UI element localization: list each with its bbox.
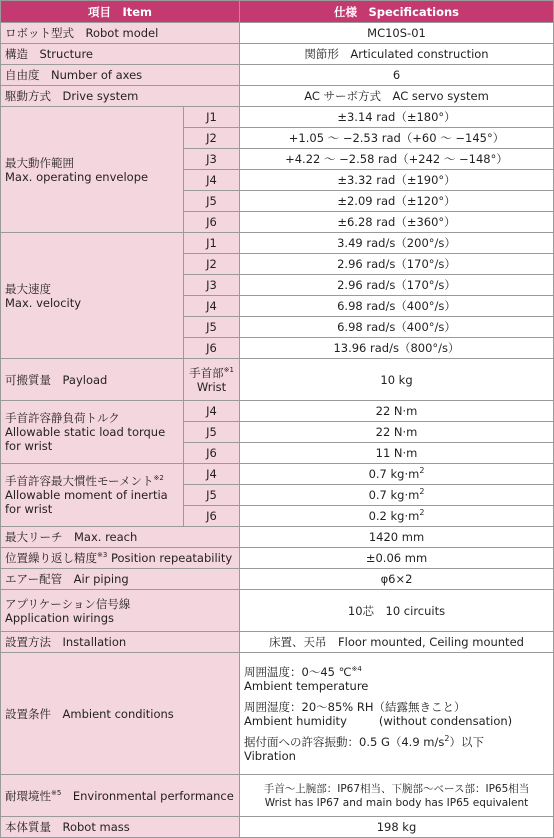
velocity-value: 6.98 rad/s（400°/s） <box>240 296 554 317</box>
installation-label: 設置方法 Installation <box>1 632 240 653</box>
inertia-value: 0.2 kg·m <box>368 509 420 523</box>
wiring-label-en: Application wirings <box>5 610 115 625</box>
velocity-joint: J1 <box>184 233 240 254</box>
structure-label: 構造 Structure <box>1 44 240 65</box>
range-value: +1.05 ～ −2.53 rad（+60 ～ −145°） <box>240 128 554 149</box>
velocity-value: 2.96 rad/s（170°/s） <box>240 254 554 275</box>
velocity-joint: J3 <box>184 275 240 296</box>
velocity-joint: J6 <box>184 338 240 359</box>
range-joint: J2 <box>184 128 240 149</box>
payload-sub <box>184 359 240 401</box>
robot-model-value: MC10S-01 <box>240 23 554 44</box>
repeatability-label-en: Position repeatability <box>107 551 233 565</box>
velocity-value: 2.96 rad/s（170°/s） <box>240 275 554 296</box>
ambient-vibration-jp: 据付面への許容振動：0.5 G（4.9 m/s <box>244 734 445 749</box>
range-joint: J5 <box>184 191 240 212</box>
inertia-unit-sup: 2 <box>419 508 425 518</box>
inertia-label-en2: for wrist <box>5 502 53 516</box>
range-value: ±3.32 rad（±190°） <box>240 170 554 191</box>
repeatability-label-jp: 位置繰り返し精度 <box>5 551 97 565</box>
range-value: +4.22 ～ −2.58 rad（+242 ～ −148°） <box>240 149 554 170</box>
range-joint: J3 <box>184 149 240 170</box>
environment-value-en: Wrist has IP67 and main body has IP65 equivalent <box>264 796 529 809</box>
payload-value: 10 kg <box>240 359 554 401</box>
inertia-value-cell <box>240 506 554 527</box>
velocity-label-jp: 最大速度 <box>5 281 51 296</box>
air-piping-label: エアー配管 Air piping <box>1 569 240 590</box>
torque-label-en2: for wrist <box>5 439 53 453</box>
torque-joint: J4 <box>184 401 240 422</box>
ambient-vibration-en: Vibration <box>244 748 296 763</box>
payload-label: 可搬質量 Payload <box>1 359 184 401</box>
torque-value: 22 N·m <box>240 422 554 443</box>
drive-value: AC サーボ方式 AC servo system <box>240 86 554 107</box>
payload-sub-en: Wrist <box>196 379 227 394</box>
mass-label: 本体質量 Robot mass <box>1 817 240 838</box>
inertia-note: ※2 <box>153 474 164 483</box>
range-label-jp: 最大動作範囲 <box>5 155 74 170</box>
torque-joint: J5 <box>184 422 240 443</box>
axes-value: 6 <box>240 65 554 86</box>
reach-label: 最大リーチ Max. reach <box>1 527 240 548</box>
range-value: ±3.14 rad（±180°） <box>240 107 554 128</box>
torque-value: 11 N·m <box>240 443 554 464</box>
reach-value: 1420 mm <box>240 527 554 548</box>
inertia-label-jp: 手首許容最大慣性モーメント <box>5 474 154 488</box>
range-joint: J6 <box>184 212 240 233</box>
velocity-joint: J5 <box>184 317 240 338</box>
velocity-value: 13.96 rad/s（800°/s） <box>240 338 554 359</box>
axes-label: 自由度 Number of axes <box>1 65 240 86</box>
velocity-label <box>1 233 184 359</box>
ambient-label: 設置条件 Ambient conditions <box>1 653 240 775</box>
inertia-unit-sup: 2 <box>419 487 425 497</box>
ambient-humidity-jp: 周囲湿度：20～85% RH（結露無きこと） <box>244 699 466 714</box>
inertia-value-cell <box>240 485 554 506</box>
wiring-label <box>1 590 240 632</box>
inertia-value: 0.7 kg·m <box>368 488 420 502</box>
torque-label-en1: Allowable static load torque <box>5 425 166 439</box>
installation-value: 床置、天吊 Floor mounted, Ceiling mounted <box>240 632 554 653</box>
inertia-label-en1: Allowable moment of inertia <box>5 488 168 502</box>
repeatability-note: ※3 <box>97 551 108 560</box>
inertia-unit-sup: 2 <box>419 466 425 476</box>
environment-label-jp: 耐環境性 <box>5 788 51 803</box>
range-label-en: Max. operating envelope <box>5 169 149 184</box>
ambient-vibration-sup: 2 <box>444 733 450 743</box>
drive-label: 駆動方式 Drive system <box>1 86 240 107</box>
torque-joint: J6 <box>184 443 240 464</box>
payload-sub-jp: 手首部 <box>189 365 224 380</box>
inertia-value: 0.7 kg·m <box>368 467 420 481</box>
torque-label <box>1 401 184 464</box>
header-item: 項目 Item <box>1 1 240 23</box>
ambient-vibration-jp2: ）以下 <box>449 734 484 749</box>
environment-value-jp: 手首～上腕部：IP67相当、下腕部～ベース部：IP65相当 <box>263 782 530 795</box>
torque-value: 22 N·m <box>240 401 554 422</box>
environment-note: ※5 <box>51 788 62 797</box>
environment-label-en: Environmental performance <box>61 788 234 803</box>
torque-label-jp: 手首許容静負荷トルク <box>5 411 120 425</box>
payload-note: ※1 <box>223 365 234 374</box>
repeatability-label <box>1 548 240 569</box>
inertia-joint: J4 <box>184 464 240 485</box>
environment-value <box>240 775 554 817</box>
ambient-temp-jp: 周囲温度：0～45 ℃ <box>244 664 352 679</box>
range-label <box>1 107 184 233</box>
air-piping-value: φ6×2 <box>240 569 554 590</box>
velocity-joint: J4 <box>184 296 240 317</box>
range-value: ±6.28 rad（±360°） <box>240 212 554 233</box>
robot-model-label: ロボット型式 Robot model <box>1 23 240 44</box>
inertia-joint: J5 <box>184 485 240 506</box>
header-spec: 仕様 Specifications <box>240 1 554 23</box>
velocity-value: 3.49 rad/s（200°/s） <box>240 233 554 254</box>
range-value: ±2.09 rad（±120°） <box>240 191 554 212</box>
wiring-label-jp: アプリケーション信号線 <box>5 596 131 611</box>
ambient-humidity-en2: (without condensation) <box>378 713 513 728</box>
environment-label <box>1 775 240 817</box>
velocity-label-en: Max. velocity <box>5 295 82 310</box>
range-joint: J4 <box>184 170 240 191</box>
velocity-joint: J2 <box>184 254 240 275</box>
range-joint: J1 <box>184 107 240 128</box>
ambient-value <box>240 653 554 775</box>
ambient-humidity-en: Ambient humidity <box>244 713 347 728</box>
ambient-temp-en: Ambient temperature <box>244 678 369 693</box>
wiring-value: 10芯 10 circuits <box>240 590 554 632</box>
inertia-value-cell <box>240 464 554 485</box>
inertia-label <box>1 464 184 527</box>
velocity-value: 6.98 rad/s（400°/s） <box>240 317 554 338</box>
inertia-joint: J6 <box>184 506 240 527</box>
repeatability-value: ±0.06 mm <box>240 548 554 569</box>
mass-value: 198 kg <box>240 817 554 838</box>
structure-value: 関節形 Articulated construction <box>240 44 554 65</box>
ambient-temp-note: ※4 <box>351 664 362 673</box>
